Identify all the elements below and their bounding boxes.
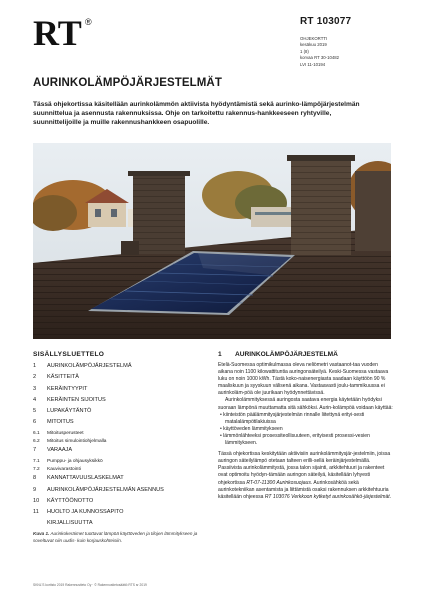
toc-subitem[interactable]: 6.1 Mitoitusperusteet — [33, 430, 84, 436]
section-body — [218, 362, 393, 501]
toc-item[interactable]: KIRJALLISUUTTA — [47, 520, 93, 527]
toc-item[interactable]: 6 MITOITUS — [33, 419, 74, 426]
list-item: • kiinteistön päälämmitysjärjestelmän rinnalle liitettynä erityi-sesti matalalämpötilakiuissa — [218, 412, 393, 426]
body-paragraph: Tässä ohjekortissa keskitytään aktiivisiin aurinkolämmitysjär-jestelmiin, joissa auringon säteilylämpö otetaan talteen erilli-sellä keräinjärjestelmällä. Passiivista aurinkolämmitystä, jossa talon sijainti, arkkitehtuuri ja rakenteet ovat optimoitu hyödyn-tämään auringon säteilyä, käsitellään lyhyesti ohjekortissa RT-07-11300 Aurinkosuojaus. Aurinkosähköä sekä aurinkotekniikan asentamista ja liittämistä osaksi rakennuksen arkkitehtuuria käsitellään ohjeessa RT 103076 Verkkoon kytketyt aurinkosähkö-järjestelmät. — [218, 451, 392, 500]
toc-heading: SISÄLLYSLUETTELO — [33, 351, 105, 358]
toc-item[interactable]: 5 LUPAKÄYTÄNTÖ — [33, 408, 92, 415]
toc-item[interactable]: 9 AURINKOLÄMPÖJÄRJESTELMÄN ASENNUS — [33, 486, 164, 493]
meta-line: kesäkuu 2019 — [300, 42, 327, 48]
logo-text: RT — [33, 14, 82, 50]
toc-subitem[interactable]: 6.2 Mitoitus simulointiohjelmalla — [33, 439, 107, 445]
toc-subitem[interactable]: 7.2 Kauvivarastointi — [33, 466, 81, 472]
section-number: 1 — [218, 351, 222, 358]
caption-label: Kuva 1. — [33, 531, 50, 536]
toc-item[interactable]: 3 KERÄINTYYPIT — [33, 385, 88, 392]
figure-caption — [33, 531, 208, 544]
meta-line: OHJEKORTTI — [300, 36, 328, 41]
list-item: • käyttöveden lämmitykseen — [218, 426, 393, 433]
reference-link[interactable]: RT 103076 Verkkoon kytketyt aurinkosähkö-järjestelmät — [264, 493, 390, 500]
list-item: • lämmönlähteeksi prosessiteollisuuteen, erityisesti prosessi-vesien lämmitykseen. — [218, 433, 393, 447]
section-title: AURINKOLÄMPÖJÄRJESTELMÄ — [235, 351, 338, 358]
meta-line: 1 (8) — [300, 48, 309, 54]
usage-list — [218, 412, 393, 447]
document-meta — [300, 36, 339, 68]
roof-solar-collector-photo — [33, 143, 391, 339]
document-number: RT 103077 — [300, 16, 352, 27]
toc-item[interactable]: 8 KANNATTAVUUSLASKELMAT — [33, 475, 124, 482]
toc-item[interactable]: 7 VARAAJA — [33, 447, 73, 454]
table-of-contents — [33, 363, 208, 532]
body-paragraph: Etelä-Suomessa optimikulmassa oleva neliömetri vastaanot-taa vuoden aikana noin 1100 kilowattituntia auringonsäteilyä. Keski-Suomessa vastaava luku on noin 1000 kWh. Tästä koko-naisenergiasta saadaan käyttöön 90 % maaliskuun ja syyskuun välisenä aikana. Vastaavasti joulu-tammikuussa ei aurinkoläm-pöä ole juurikaan hyödynnettävissä. — [218, 362, 389, 397]
toc-item[interactable]: 10 KÄYTTÖÖNOTTO — [33, 497, 94, 504]
rt-logo — [33, 14, 103, 50]
toc-item[interactable]: 2 KÄSITTEITÄ — [33, 374, 80, 381]
page-title: AURINKOLÄMPÖJÄRJESTELMÄT — [33, 77, 222, 89]
page-footer: SKNL'S kortisto 2019 Rakennustieto Oy · © Rakennustietosäätiö RTS sr 2019 — [33, 583, 147, 587]
toc-item[interactable]: 1 AURINKOLÄMPÖJÄRJESTELMÄ — [33, 363, 132, 369]
caption-text: Aurinkokeräimet tuottavat lämpöä käyttöveden ja tilojen lämmitykseen ja soveltuvat niin uudis- kuin korjauskohteisiin. — [33, 531, 198, 543]
meta-line: korvaa RT 30-10482 — [300, 55, 340, 61]
section-heading — [218, 351, 338, 358]
toc-item[interactable]: 11 HUOLTO JA KUNNOSSAPITO — [33, 509, 124, 516]
toc-subitem[interactable]: 7.1 Pumppu- ja ohjausyksikkö — [33, 458, 103, 464]
meta-line: LVI 11-10194 — [300, 61, 326, 67]
toc-item[interactable]: 4 KERÄINTEN SIJOITUS — [33, 396, 106, 403]
registered-mark: ® — [85, 17, 92, 27]
reference-link[interactable]: RT-07-11300 Aurinkosuojaus — [246, 479, 311, 486]
body-paragraph: Aurinkolämmityksessä auringosta saatava energia käytetään hyödyksi suoraan lämpönä muuttamatta sitä sähköksi. Aurin-kolämpöä voidaan käyttää: — [218, 397, 393, 411]
intro-paragraph: Tässä ohjekortissa käsitellään aurinkolämmön aktiivista hyödyntämistä sekä aurinko-lämpöjärjestelmän suunnittelua ja asennusta rakennuksissa. Ohje on tarkoitettu rakennus-hankkeeseen ryhtyville, suunnittelijoille ja muille rakennushankkeen osapuolille. — [33, 101, 360, 127]
